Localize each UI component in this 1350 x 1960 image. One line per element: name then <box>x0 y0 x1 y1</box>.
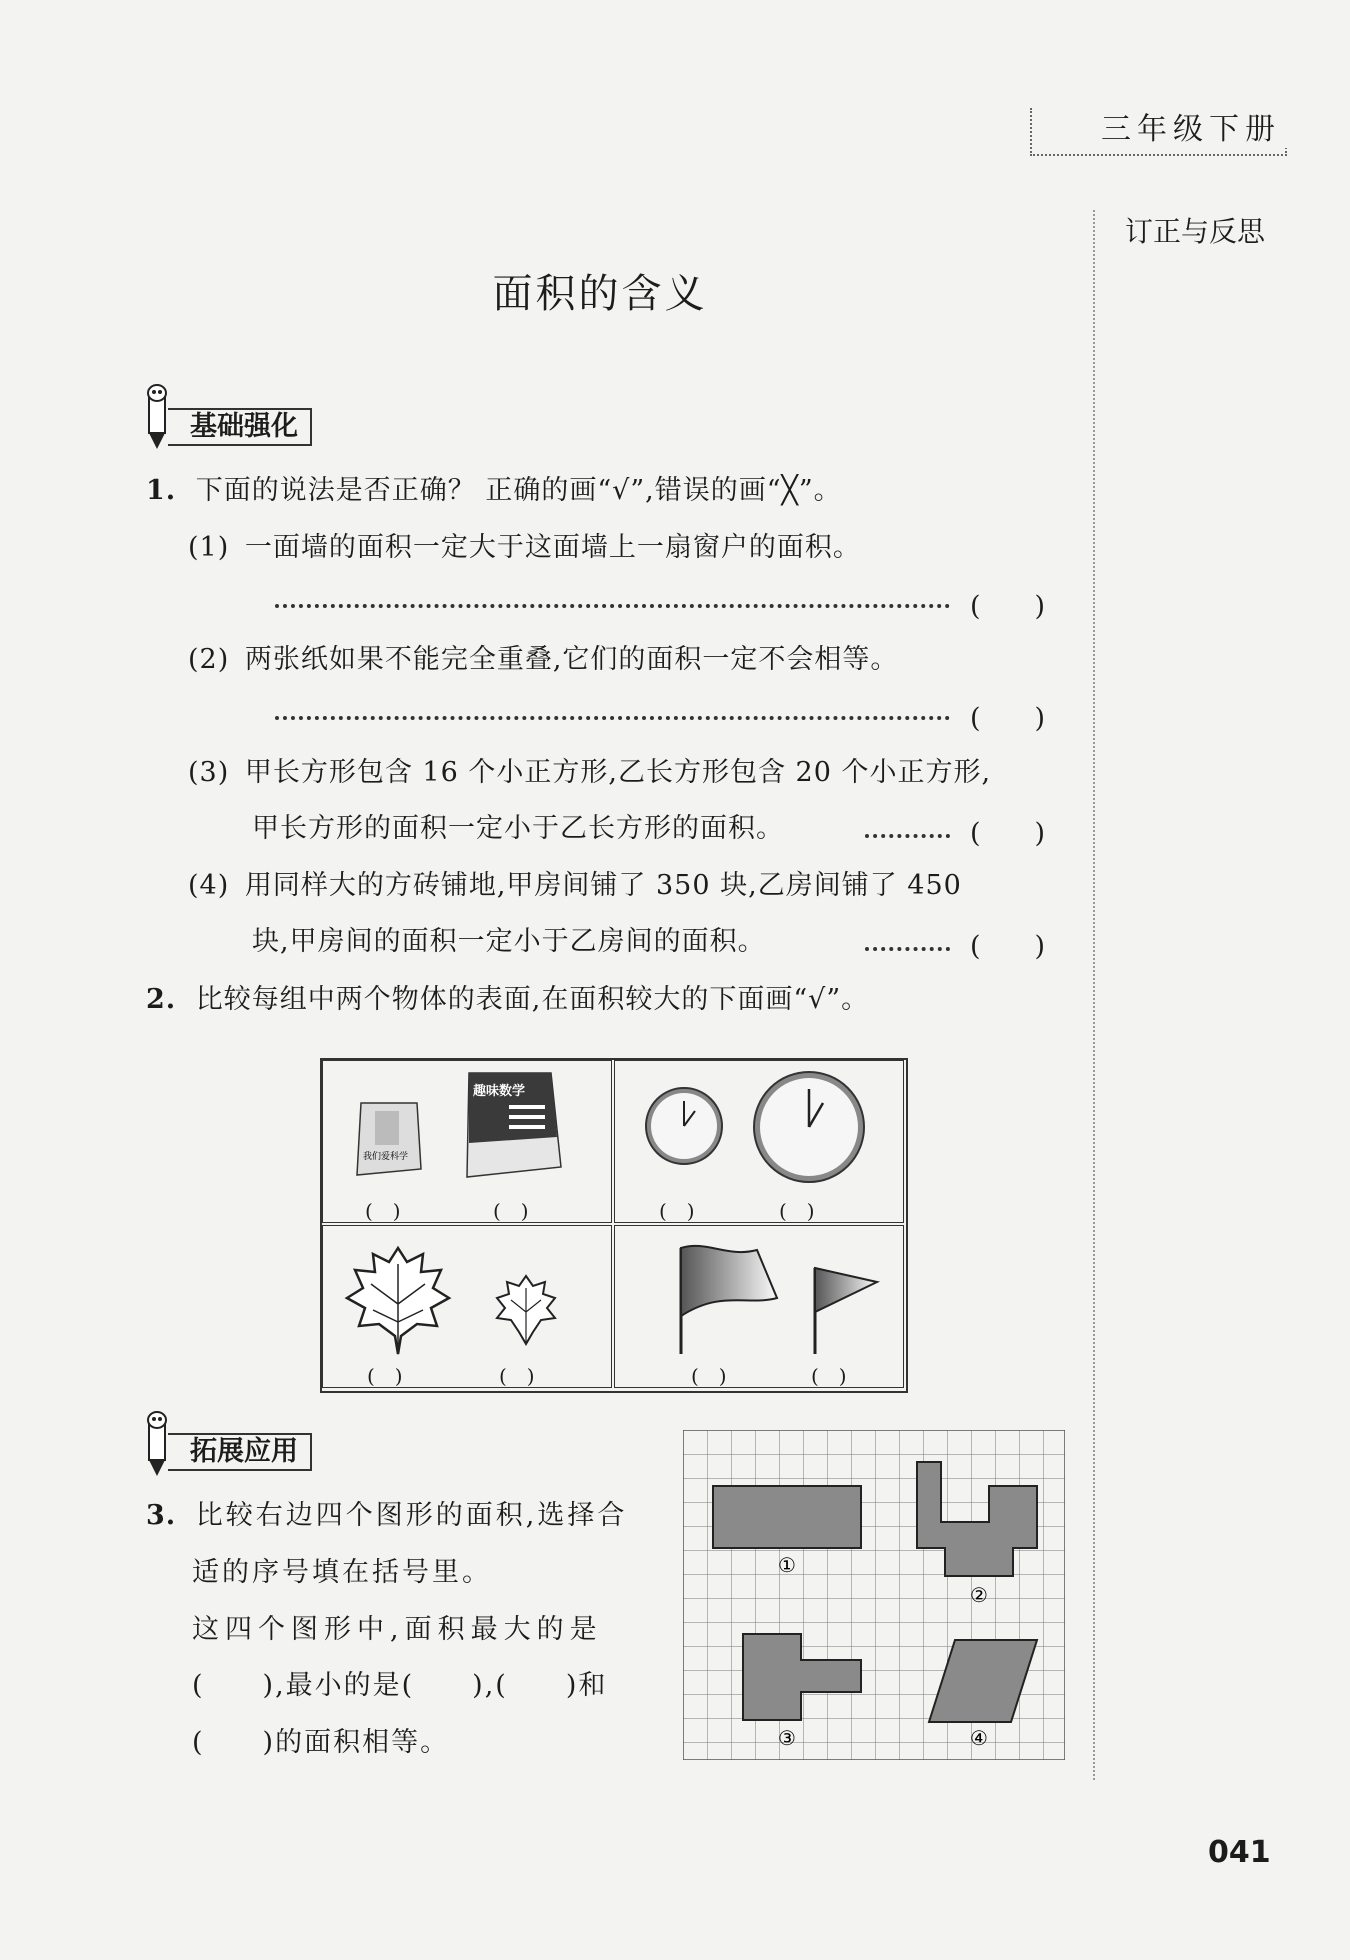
q1-item4-answer[interactable]: ( ) <box>970 931 1046 962</box>
q1-number: 1. <box>146 475 177 506</box>
leader-dots <box>275 716 950 720</box>
small-book-title: 我们爱科学 <box>363 1152 409 1162</box>
shapes-grid <box>683 1430 1065 1760</box>
answer-paren[interactable]: ( ) <box>365 1199 401 1223</box>
q1-item3-label: (3) <box>188 757 230 788</box>
small-leaf-icon <box>493 1274 559 1346</box>
big-leaf-icon <box>343 1244 453 1356</box>
leader-dots <box>865 834 950 838</box>
big-book-title: 趣味数学 <box>473 1084 526 1099</box>
shape-2-label: ② <box>970 1583 988 1607</box>
q3-line5[interactable]: ( )的面积相等。 <box>192 1727 450 1758</box>
q1-stem: 下面的说法是否正确？ 正确的画“√”,错误的画“╳”。 <box>195 475 842 506</box>
section-extend-tag: 拓展应用 <box>168 1433 312 1471</box>
q1-item4-text: 用同样大的方砖铺地,甲房间铺了 350 块,乙房间铺了 450 <box>244 870 962 901</box>
margin-divider <box>1093 210 1095 1780</box>
q1-item3-text2: 甲长方形的面积一定小于乙长方形的面积。 <box>252 813 784 844</box>
section-basic-tag: 基础强化 <box>168 408 312 446</box>
big-book-icon <box>465 1067 563 1183</box>
q3-line4[interactable]: ( ),最小的是( ),( )和 <box>192 1670 608 1701</box>
books-cell <box>322 1060 612 1223</box>
q3-line1: 比较右边四个图形的面积,选择合 <box>195 1500 628 1531</box>
shape-1-label: ① <box>778 1553 796 1577</box>
answer-paren[interactable]: ( ) <box>811 1364 847 1388</box>
shape-3-label: ③ <box>778 1726 796 1750</box>
q3-line3: 这四个图形中,面积最大的是 <box>192 1614 603 1645</box>
shape-4-label: ④ <box>970 1726 988 1750</box>
q1-item4-label: (4) <box>188 870 230 901</box>
q1-item2-label: (2) <box>188 644 230 675</box>
revise-column-title: 订正与反思 <box>1125 215 1266 248</box>
flags-cell <box>614 1225 904 1388</box>
leaves-cell <box>322 1225 612 1388</box>
small-book-icon <box>355 1099 425 1179</box>
q1-item1-label: (1) <box>188 532 230 563</box>
answer-paren[interactable]: ( ) <box>493 1199 529 1223</box>
q1-item1-answer[interactable]: ( ) <box>970 591 1046 622</box>
leader-dots <box>865 947 950 951</box>
q3-number: 3. <box>146 1500 177 1531</box>
big-flag-icon <box>677 1242 783 1356</box>
small-flag-icon <box>811 1264 881 1356</box>
q1-item2-text: 两张纸如果不能完全重叠,它们的面积一定不会相等。 <box>244 644 899 675</box>
q1-item1-text: 一面墙的面积一定大于这面墙上一扇窗户的面积。 <box>244 532 861 563</box>
q1-item2-answer[interactable]: ( ) <box>970 703 1046 734</box>
answer-paren[interactable]: ( ) <box>691 1364 727 1388</box>
q1-item3-answer[interactable]: ( ) <box>970 818 1046 849</box>
clocks-cell <box>614 1060 904 1223</box>
answer-paren[interactable]: ( ) <box>367 1364 403 1388</box>
grade-label: 三年级下册 <box>1095 104 1287 148</box>
small-clock-icon <box>643 1085 725 1167</box>
q3-line2: 适的序号填在括号里。 <box>192 1557 492 1588</box>
leader-dots <box>275 604 950 608</box>
answer-paren[interactable]: ( ) <box>779 1199 815 1223</box>
q2-number: 2. <box>146 984 177 1015</box>
page-title: 面积的含义 <box>492 271 708 317</box>
q1-item3-text: 甲长方形包含 16 个小正方形,乙长方形包含 20 个小正方形, <box>244 757 992 788</box>
q2-stem: 比较每组中两个物体的表面,在面积较大的下面画“√”。 <box>195 984 870 1015</box>
comparison-figure-box <box>320 1058 908 1393</box>
answer-paren[interactable]: ( ) <box>659 1199 695 1223</box>
shape-1 <box>713 1486 861 1548</box>
answer-paren[interactable]: ( ) <box>499 1364 535 1388</box>
page-number: 041 <box>1208 1835 1271 1870</box>
big-clock-icon <box>751 1069 867 1185</box>
q1-item4-text2: 块,甲房间的面积一定小于乙房间的面积。 <box>252 926 766 957</box>
